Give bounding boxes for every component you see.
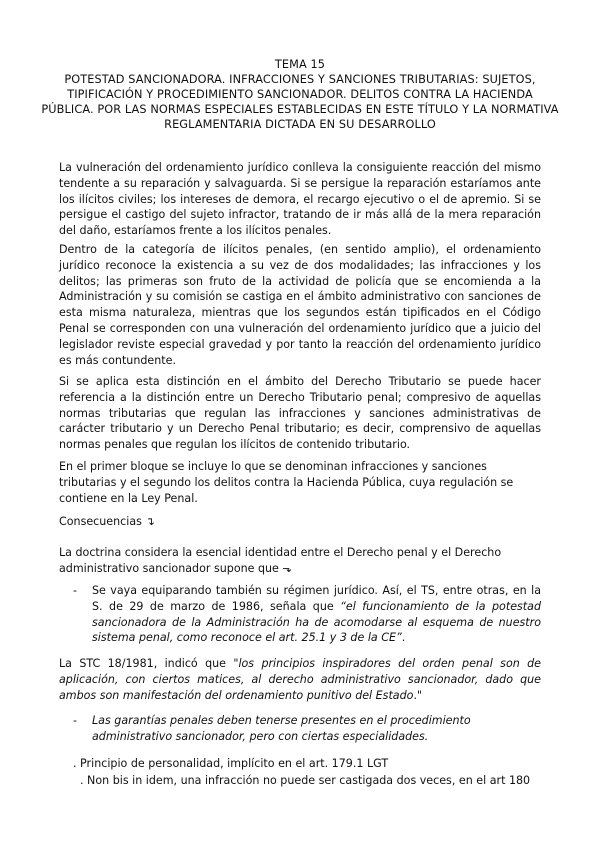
paragraph-intro: La vulneración del ordenamiento jurídico conlleva la consiguiente reacción del mismo tendente a su reparación y salvaguarda. Si se persigue la reparación estaríamos ante los ilícitos civiles; los intereses de demora, el recargo ejecutivo o el de apremio. Si se persigue el castigo del sujeto infractor, tratando de ir más allá de la mera reparación del daño, estaríamos frente a los ilícitos penales.	[59, 161, 541, 238]
bullet-dash: -	[73, 584, 78, 597]
stc-intro: La STC 18/1981, indicó que "	[59, 657, 239, 670]
principle-non-bis-in-idem: . Non bis in idem, una infracción no puede ser castigada dos veces, en el art 180	[80, 774, 531, 787]
stc-quote: los principios inspiradores del orden penal son de aplicación, con ciertos matices, al derecho administrativo sancionador, dado que ambos son manifestación del ordenamiento punitivo del Estado	[59, 657, 541, 702]
topic-heading: POTESTAD SANCIONADORA. INFRACCIONES Y SANCIONES TRIBUTARIAS: SUJETOS, TIPIFICACIÓN Y PROCEDIMIENTO SANCIONADOR. DELITOS CONTRA LA HACIENDA PÚBLICA. POR LAS NORMAS ESPECIALES ESTABLECIDAS EN ESTE TÍTULO Y LA NORMATIVA REGLAMENTARIA DICTADA EN SU DESARROLLO	[41, 73, 559, 131]
bullet-text-end: .	[401, 631, 406, 645]
bullet-text	[92, 583, 541, 646]
paragraph-distinction: Si se aplica esta distinción en el ámbito del Derecho Tributario se puede hacer referencia a la distinción entre un Derecho Tributario penal; compresivo de aquellas normas tributarias que regulan las infracciones y sanciones administrativas de carácter tributario y un Derecho Penal tributario; es decir, comprensivo de aquellas normas penales que regulan los ilícitos de contenido tributario.	[59, 375, 541, 452]
paragraph-doctrine: La doctrina considera la esencial identidad entre el Derecho penal y el Derecho administrativo sancionador supone que ⬎	[59, 546, 502, 575]
topic-number: TEMA 15	[274, 58, 326, 71]
stc-end: ."	[413, 688, 423, 702]
paragraph-blocks: En el primer bloque se incluye lo que se denominan infracciones y sanciones tributarias y el segundo los delitos contra la Hacienda Pública, cuya regulación se contiene en la Ley Penal.	[59, 460, 514, 505]
bullet-item-guarantees	[73, 713, 541, 745]
bullet-text-plain: Se vaya equiparando también su régimen jurídico. Así, el TS, entre otras, en la S. de 29 de marzo de 1986, señala que	[92, 584, 541, 613]
bullet-text: Las garantías penales deben tenerse presentes en el procedimiento administrativo sancionador, pero con ciertas especialidades.	[92, 714, 471, 743]
paragraph-stc	[59, 656, 541, 703]
principle-personality: . Principio de personalidad, implícito en el art. 179.1 LGT	[73, 757, 389, 770]
document-title	[40, 57, 560, 132]
bullet-dash: -	[73, 714, 78, 727]
consequences-heading: Consecuencias ↴	[59, 515, 155, 528]
bullet-item-ts	[73, 583, 541, 646]
ts-quote: “el funcionamiento de la potestad sancionadora de la Administración ha de acomodarse al esquema de nuestro sistema penal, como reconoce el art. 25.1 y 3 de la CE”	[92, 599, 541, 645]
paragraph-categories: Dentro de la categoría de ilícitos penales, (en sentido amplio), el ordenamiento jurídico reconoce la existencia a su vez de dos modalidades; las infracciones y los delitos; las primeras son fruto de la actividad de policía que se encomienda a la Administración y su comisión se castiga en el ámbito administrativo con sanciones de esta misma naturaleza, mientras que los segundos están tipificados en el Código Penal se corresponden con una vulneración del ordenamiento jurídico que a juicio del legislador reviste especial gravedad y por tanto la reacción del ordenamiento jurídico es más contundente.	[59, 243, 541, 367]
